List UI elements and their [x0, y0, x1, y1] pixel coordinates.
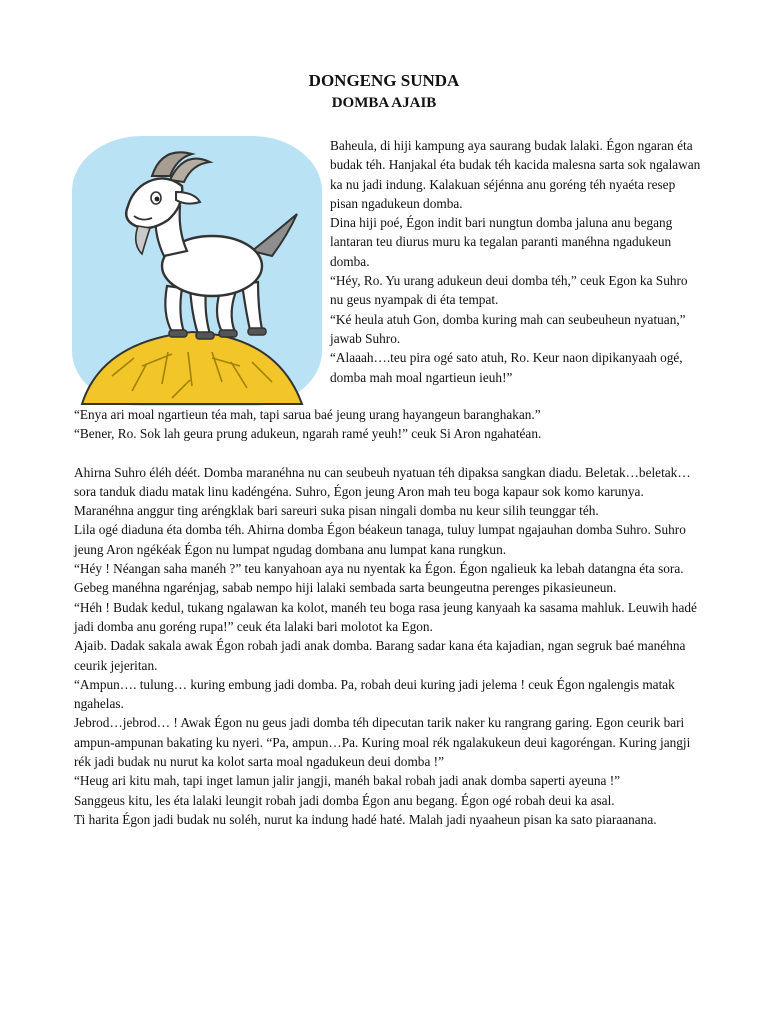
story-paragraph: Baheula, di hiji kampung aya saurang budak lalaki. Égon ngaran éta budak téh. Hanjakal éta budak téh kacida malesna sarta sok ngalawan ka nu jadi indung. Kalakuan séjénna anu goréng téh nyaéta resep pisan ngadukeun domba. — [330, 138, 701, 211]
goat-pupil — [155, 197, 160, 202]
paragraph-gap — [74, 444, 706, 463]
story-paragraph: Ajaib. Dadak sakala awak Égon robah jadi anak domba. Barang sadar kana éta kajadian, ngan segruk baé manéhna ceurik jejeritan. — [74, 638, 686, 673]
story-paragraph: Dina hiji poé, Égon indit bari nungtun domba jaluna anu begang lantaran teu diurus muru ka tegalan paranti manéhna ngadukeun domba. — [330, 215, 673, 269]
story-paragraph: Ti harita Égon jadi budak nu soléh, nurut ka indung hadé haté. Malah jadi nyaaheun pisan ka sato piaraanana. — [74, 811, 657, 827]
story-paragraph: “Héy ! Néangan saha manéh ?” teu kanyahoan aya nu nyentak ka Égon. Égon ngalieuk ka lebah datangna éta sora. Gebeg manéhna ngarénjag, sabab nempo hiji lalaki sembada sarta beungeutna perenges pikasieuneun. — [74, 561, 684, 596]
story-paragraph: “Ké heula atuh Gon, domba kuring mah can seubeuheun nyatuan,” jawab Suhro. — [330, 311, 686, 346]
story-text-beside-image — [330, 136, 704, 387]
story-text-main — [74, 405, 706, 829]
story-title: DOMBA AJAIB — [331, 95, 437, 111]
goat-on-hay-image — [72, 136, 322, 406]
story-paragraph: “Enya ari moal ngartieun téa mah, tapi sarua baé jeung urang hayangeun baranghakan.” — [74, 407, 541, 422]
story-paragraph: “Bener, Ro. Sok lah geura prung adukeun, ngarah ramé yeuh!” ceuk Si Aron ngahatéan. — [74, 426, 542, 442]
story-paragraph: “Ampun…. tulung… kuring embung jadi domba. Pa, robah deui kuring jadi jelema ! ceuk Égon ngalengis matak ngahelas. — [74, 676, 675, 712]
story-paragraph: Ahirna Suhro éléh déét. Domba maranéhna nu can seubeuh nyatuan téh dipaksa sangkan diadu. Beletak…beletak…sora tanduk diadu matak linu kadéngéna. Suhro, Égon jeung Aron mah teu boga kapaur sok komo karunya. Maranéhna anggur ting aréngklak bari sareuri suka pisan ningali domba nu keur silih teunggar téh. — [74, 464, 691, 519]
story-paragraph: Jebrod…jebrod… ! Awak Égon nu geus jadi domba téh dipecutan tarik naker ku rangrang garing. Egon ceurik bari ampun-ampunan bakating ku nyeri. “Pa, ampun…Pa. Kuring moal rék ngalakukeun deui kagoréngan. Kuring jangji rék jadi budak nu nurut ka kolot sarta moal ngadukeun deui domba !” — [74, 715, 691, 770]
story-paragraph: “Heug ari kitu mah, tapi inget lamun jalir jangji, manéh bakal robah jadi anak domba saperti ayeuna !” — [74, 773, 621, 789]
story-paragraph: “Héh ! Budak kedul, tukang ngalawan ka kolot, manéh teu boga rasa jeung kanyaah ka sasama mahluk. Leuwih hadé jadi domba anu goréng rupa!” ceuk éta lalaki bari molotot ka Egon. — [74, 599, 697, 634]
document-title: DONGENG SUNDA — [308, 71, 460, 90]
story-paragraph: Lila ogé diaduna éta domba téh. Ahirna domba Égon béakeun tanaga, tuluy lumpat ngajauhan domba Suhro. Suhro jeung Aron ngékéak Égon nu lumpat ngudag dombana anu lumpat kana rungkun. — [74, 522, 686, 557]
story-paragraph: “Alaaah….teu pira ogé sato atuh, Ro. Keur naon dipikanyaah ogé, domba mah moal ngartieun ieuh!” — [330, 350, 683, 385]
goat-illustration — [72, 136, 322, 406]
story-paragraph: Sanggeus kitu, les éta lalaki leungit robah jadi domba Égon anu begang. Égon ogé robah deui ka asal. — [74, 792, 615, 808]
story-paragraph: “Héy, Ro. Yu urang adukeun deui domba téh,” ceuk Egon ka Suhro nu geus nyampak di éta tempat. — [330, 273, 688, 308]
